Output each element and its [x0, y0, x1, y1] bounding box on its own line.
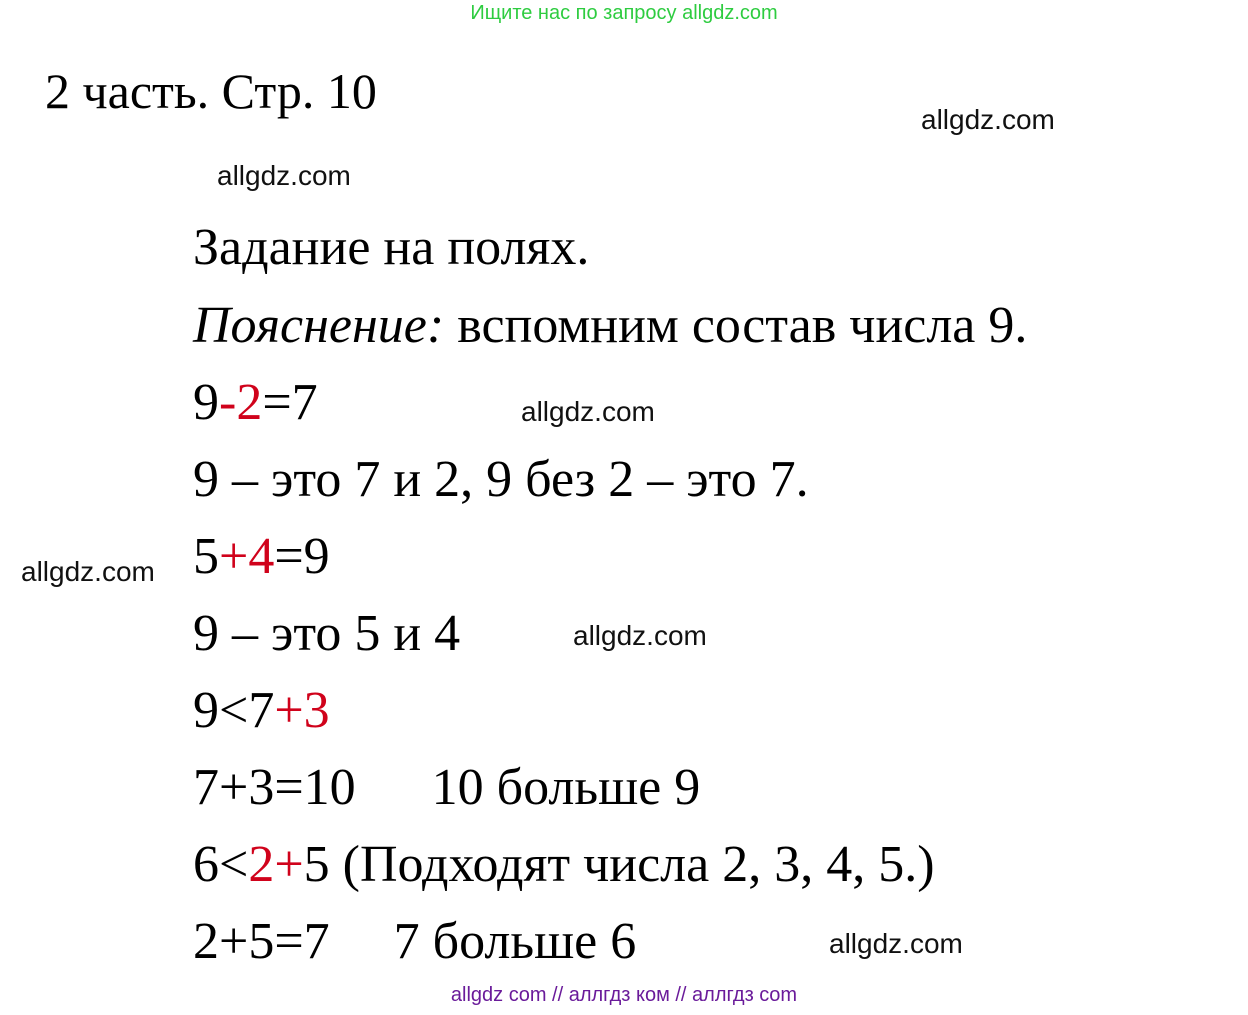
- equation-part: =9: [274, 528, 330, 585]
- explanation-sentence: 9 – это 5 и 4: [193, 605, 461, 662]
- equation-line: [193, 758, 700, 818]
- equation-line: [193, 373, 318, 433]
- equation-part: 6<: [193, 836, 249, 893]
- answer-highlight: -2: [219, 374, 263, 431]
- watermark: allgdz.com: [829, 928, 963, 959]
- answer-highlight: +3: [274, 682, 330, 739]
- answer-highlight: +4: [219, 528, 275, 585]
- top-banner: Ищите нас по запросу allgdz.com: [470, 2, 778, 24]
- watermark: allgdz.com: [217, 160, 351, 191]
- inequality-line: [193, 681, 330, 741]
- explanation-text: вспомним состав числа 9.: [444, 297, 1028, 354]
- equation-part: 7+3=10: [193, 759, 356, 816]
- explanation-label: Пояснение:: [193, 297, 445, 354]
- explanation-sentence: 9 – это 7 и 2, 9 без 2 – это 7.: [193, 451, 809, 508]
- comparison-text: 7 больше 6: [393, 913, 637, 970]
- footer-text: allgdz com // аллгдз ком // аллгдз com: [450, 984, 798, 1006]
- equation-part: 5 (Подходят числа 2, 3, 4, 5.): [303, 836, 935, 893]
- inequality-line: [193, 835, 935, 895]
- equation-line: [193, 527, 330, 587]
- equation-part: =7: [262, 374, 318, 431]
- explanation-line: [193, 296, 1027, 356]
- equation-line: [193, 912, 636, 972]
- watermark: allgdz.com: [573, 620, 707, 651]
- equation-part: 9: [193, 374, 219, 431]
- equation-part: 2+5=7: [193, 913, 330, 970]
- watermark: allgdz.com: [921, 104, 1055, 135]
- task-title: Задание на полях.: [193, 219, 590, 276]
- comparison-text: 10 больше 9: [431, 759, 701, 816]
- watermark: allgdz.com: [521, 396, 655, 427]
- equation-part: 5: [193, 528, 219, 585]
- equation-part: 9<7: [193, 682, 275, 739]
- page-heading: 2 часть. Стр. 10: [45, 63, 377, 119]
- watermark: allgdz.com: [21, 556, 155, 587]
- answer-highlight: 2+: [248, 836, 304, 893]
